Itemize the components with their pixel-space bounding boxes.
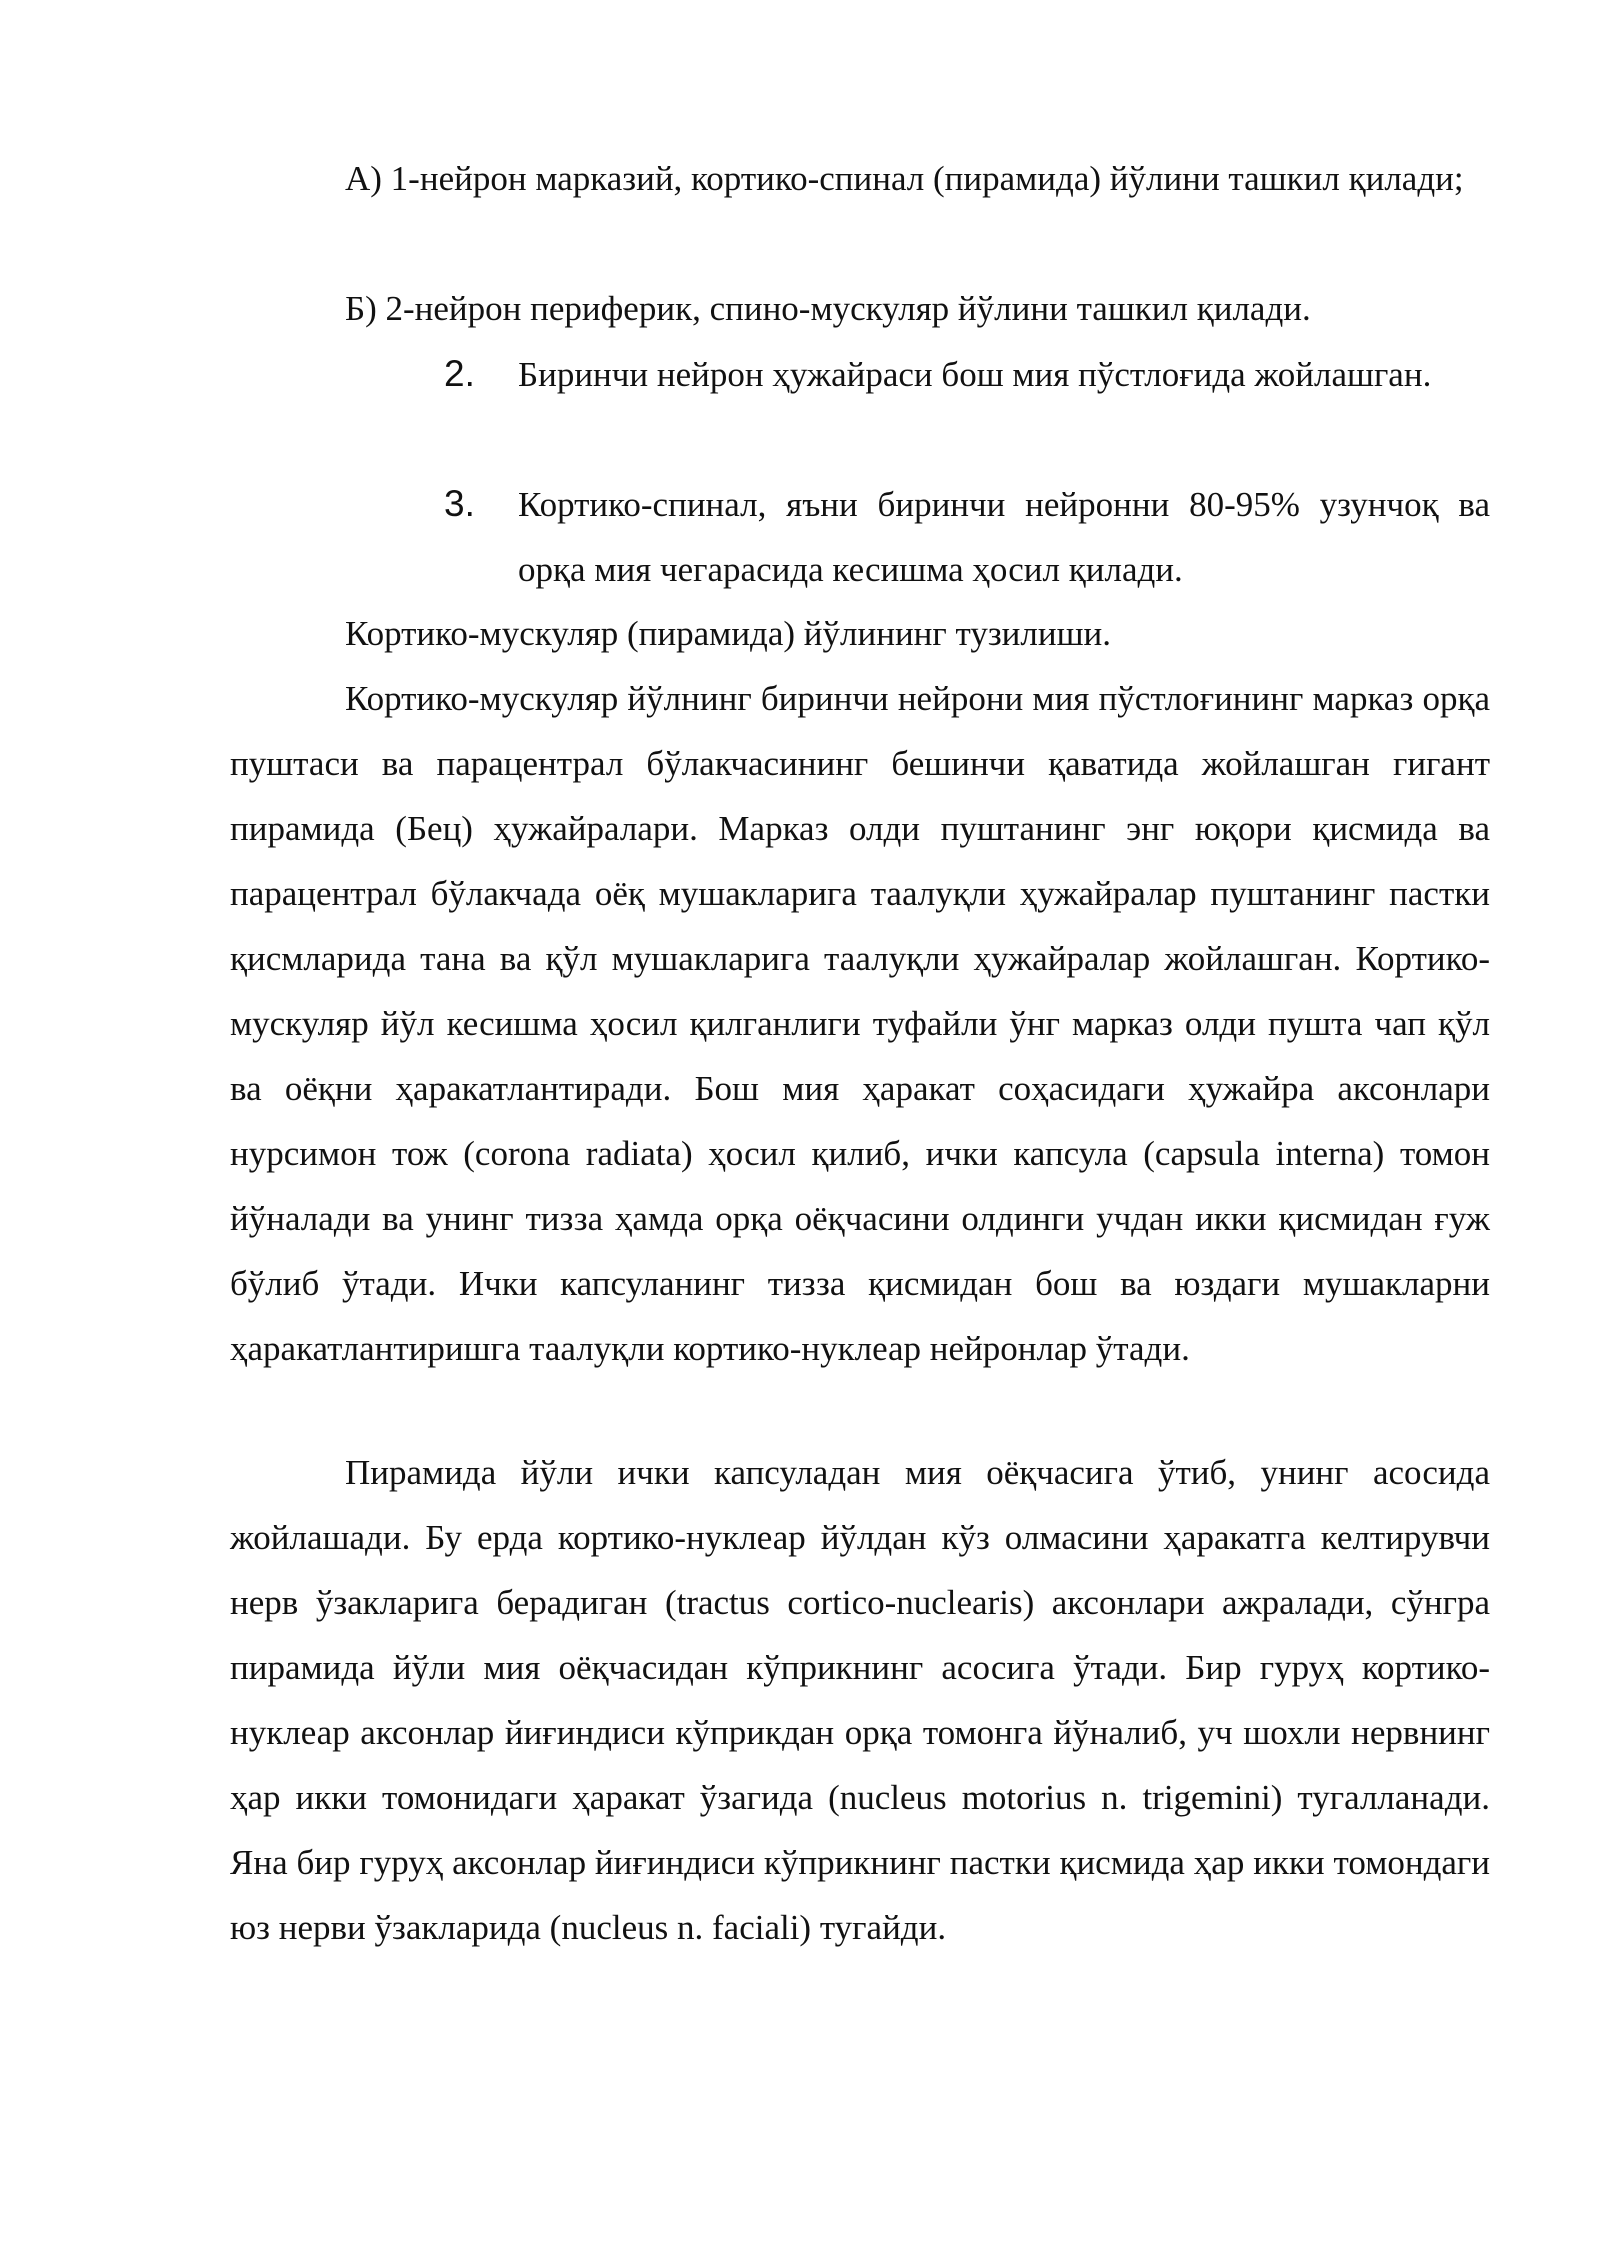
list-item-2-text: Биринчи нейрон ҳужайраси бош мия пўстлоғида жойлашган. (518, 355, 1432, 394)
paragraph-2: Пирамида йўли ички капсуладан мия оёқчасига ўтиб, унинг асосида жойлашади. Бу ерда кортико-нуклеар йўлдан кўз олмасини ҳаракатга келтирувчи нерв ўзакларига берадиган (tractus cortico-nuclearis) аксонлари ажралади, сўнгра пирамида йўли мия оёқчасидан кўприкнинг асосига ўтади. Бир гуруҳ кортико-нуклеар аксонлар йиғиндиси кўприкдан орқа томонга йўналиб, уч шохли нервнинг ҳар икки томонидаги ҳаракат ўзагида (nucleus motorius n. trigemini) тугалланади. Яна бир гуруҳ аксонлар йиғиндиси кўприкнинг пастки қисмида ҳар икки томондаги юз нерви ўзакларида (nucleus n. faciali) тугайди. (230, 1453, 1490, 1947)
list-item-3-text: Кортико-спинал, яъни биринчи нейронни 80-95% узунчоқ ва орқа мия чегарасида кесишма ҳосил қилади. (518, 485, 1490, 589)
list-item-3 (444, 471, 1490, 602)
list-item-2 (444, 341, 1490, 407)
paragraph-a: А) 1-нейрон марказий, кортико-спинал (пирамида) йўлини ташкил қилади; (345, 159, 1464, 198)
list-item-2-number: 2. (444, 353, 475, 394)
paragraph-1: Кортико-мускуляр йўлнинг биринчи нейрони мия пўстлоғининг марказ орқа пуштаси ва парацентрал бўлакчасининг бешинчи қаватида жойлашган гигант пирамида (Бец) ҳужайралари. Марказ олди пуштанинг энг юқори қисмида ва парацентрал бўлакчада оёқ мушакларига таалуқли ҳужайралар пуштанинг пастки қисмларида тана ва қўл мушакларига таалуқли ҳужайралар жойлашган. Кортико-мускуляр йўл кесишма ҳосил қилганлиги туфайли ўнг марказ олди пушта чап қўл ва оёқни ҳаракатлантиради. Бош мия ҳаракат соҳасидаги ҳужайра аксонлари нурсимон тож (corona radiata) ҳосил қилиб, ички капсула (capsula interna) томон йўналади ва унинг тизза ҳамда орқа оёқчасини олдинги учдан икки қисмидан ғуж бўлиб ўтади. Ички капсуланинг тизза қисмидан бош ва юздаги мушакларни ҳаракатлантиришга таалуқли кортико-нуклеар нейронлар ўтади. (230, 679, 1490, 1368)
list-item-3-number: 3. (444, 483, 475, 524)
paragraph-b: Б) 2-нейрон периферик, спино-мускуляр йўлини ташкил қилади. (345, 289, 1311, 328)
section-heading: Кортико-мускуляр (пирамида) йўлининг тузилиши. (345, 614, 1112, 653)
